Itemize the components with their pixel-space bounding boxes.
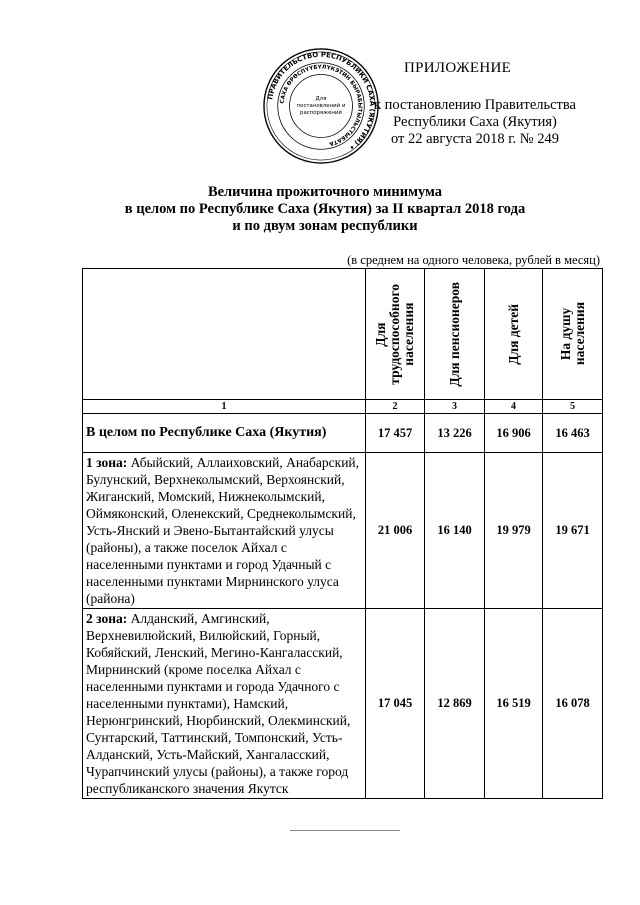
appendix-heading: ПРИЛОЖЕНИЕ <box>404 60 512 76</box>
value-per-capita: 19 671 <box>543 453 603 609</box>
column-number: 4 <box>485 400 543 414</box>
svg-text:распоряжений: распоряжений <box>300 109 342 116</box>
header-per-capita: На душу населения <box>543 269 603 400</box>
title-line-1: Величина прожиточного минимума <box>207 184 443 200</box>
value-working-age: 17 457 <box>366 414 425 453</box>
svg-text:Для: Для <box>315 96 327 103</box>
svg-text:ПРАВИТЕЛЬСТВО РЕСПУБЛИКИ САХА: ПРАВИТЕЛЬСТВО РЕСПУБЛИКИ САХА (ЯКУТИЯ) • <box>266 50 377 152</box>
value-pensioners: 13 226 <box>425 414 485 453</box>
value-working-age: 17 045 <box>366 609 425 799</box>
zone-2-heading: 2 зона: <box>86 611 128 626</box>
title-line-2: в целом по Республике Саха (Якутия) за II квартал 2018 года <box>124 201 526 217</box>
units-note: (в среднем на одного человека, рублей в месяц) <box>347 253 600 267</box>
table-header-row <box>83 269 603 400</box>
row-label: В целом по Республике Саха (Якутия) <box>83 414 366 453</box>
table-row-zone-2 <box>83 609 603 799</box>
svg-text:постановлений и: постановлений и <box>296 102 346 109</box>
title-line-3: и по двум зонам республики <box>232 218 418 234</box>
header-blank-cell <box>83 269 366 400</box>
column-number: 2 <box>366 400 425 414</box>
row-label <box>83 609 366 799</box>
appendix-reference <box>360 97 590 148</box>
column-number: 1 <box>83 400 366 414</box>
header-pensioners: Для пенсионеров <box>425 269 485 400</box>
value-children: 16 906 <box>485 414 543 453</box>
subsistence-minimum-table <box>82 268 603 799</box>
svg-text:САХА ӨРӨСПҮҮБҮЛҮКЭТИН БЫРАБЫТЫ: САХА ӨРӨСПҮҮБҮЛҮКЭТИН БЫРАБЫТЫЛЬСТЫБАТА <box>279 64 363 147</box>
header-working-age: Для трудоспособного населения <box>366 269 425 400</box>
appendix-line-3: от 22 августа 2018 г. № 249 <box>390 131 560 147</box>
appendix-line-1: к постановлению Правительства <box>374 97 576 113</box>
value-pensioners: 16 140 <box>425 453 485 609</box>
footer-divider <box>290 830 400 831</box>
zone-2-description: Алданский, Амгинский, Верхневилюйский, Вилюйский, Горный, Кобяйский, Ленский, Мегино-Кангаласский, Мирнинский (кроме поселка Айхал с населенными пунктами и города Удачного с населенными пунктами), Намский, Нерюнгринский, Нюрбинский, Олекминский, Сунтарский, Таттинский, Томпонский, Усть-Алданский, Усть-Майский, Хангаласский, Чурапчинский улусы (районы), а также город республиканского значения Якутск <box>86 611 351 796</box>
value-per-capita: 16 078 <box>543 609 603 799</box>
column-number: 5 <box>543 400 603 414</box>
header-children: Для детей <box>485 269 543 400</box>
table-row-republic-total <box>83 414 603 453</box>
value-children: 19 979 <box>485 453 543 609</box>
value-children: 16 519 <box>485 609 543 799</box>
zone-1-description: Абыйский, Аллаиховский, Анабарский, Булунский, Верхнеколымский, Верхоянский, Жиганский, Момский, Нижнеколымский, Оймяконский, Оленекский, Среднеколымский, Усть-Янский и Эвено-Бытантайский улусы (районы), а также поселок Айхал с населенными пунктами и город Удачный с населенными пунктами Мирнинского улуса (района) <box>86 455 360 606</box>
appendix-line-2: Республики Саха (Якутия) <box>393 114 557 130</box>
value-pensioners: 12 869 <box>425 609 485 799</box>
zone-1-heading: 1 зона: <box>86 455 128 470</box>
column-number-row <box>83 400 603 414</box>
column-number: 3 <box>425 400 485 414</box>
row-label <box>83 453 366 609</box>
value-per-capita: 16 463 <box>543 414 603 453</box>
value-working-age: 21 006 <box>366 453 425 609</box>
document-title <box>90 184 560 235</box>
table-row-zone-1 <box>83 453 603 609</box>
